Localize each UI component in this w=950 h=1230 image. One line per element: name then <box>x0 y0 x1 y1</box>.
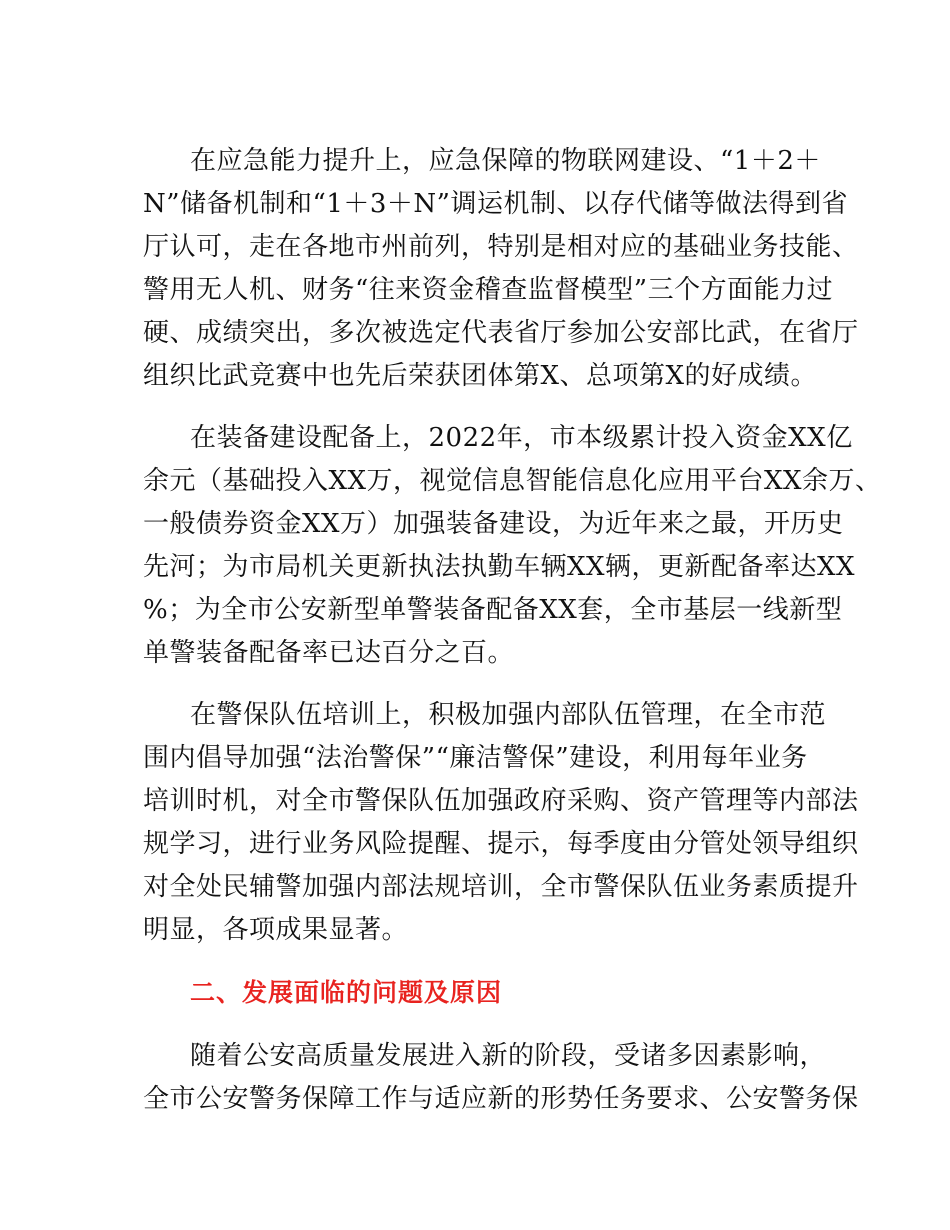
section-heading: 二、发展面临的问题及原因 <box>190 978 503 1007</box>
paragraph-line: 在装备建设配备上，2022年，市本级累计投入资金XX亿 <box>190 423 853 453</box>
paragraph-line: 硬、成绩突出，多次被选定代表省厅参加公安部比武，在省厅 <box>143 318 859 348</box>
paragraph-line: 余元（基础投入XX万，视觉信息智能信息化应用平台XX余万、 <box>143 466 882 496</box>
paragraph-line: 随着公安高质量发展进入新的阶段，受诸多因素影响， <box>190 1041 827 1071</box>
paragraph-line: 明显，各项成果显著。 <box>143 915 409 945</box>
paragraph-line: 在应急能力提升上，应急保障的物联网建设、“1＋2＋ <box>190 146 821 176</box>
paragraph-line: 围内倡导加强“法治警保”“廉洁警保”建设，利用每年业务 <box>143 743 808 773</box>
paragraph-line: 一般债券资金XX万）加强装备建设，为近年来之最，开历史 <box>143 509 844 539</box>
paragraph-line: 全市公安警务保障工作与适应新的形势任务要求、公安警务保 <box>143 1084 859 1114</box>
paragraph-line: 警用无人机、财务“往来资金稽查监督模型”三个方面能力过 <box>143 275 834 305</box>
paragraph-line: 培训时机，对全市警保队伍加强政府采购、资产管理等内部法 <box>143 786 859 816</box>
paragraph-line: 先河；为市局机关更新执法执勤车辆XX辆，更新配备率达XX <box>143 552 856 582</box>
paragraph-line: 规学习，进行业务风险提醒、提示，每季度由分管处领导组织 <box>143 829 859 859</box>
paragraph-line: N”储备机制和“1＋3＋N”调运机制、以存代储等做法得到省 <box>143 189 848 219</box>
paragraph-line: %；为全市公安新型单警装备配备XX套，全市基层一线新型 <box>143 595 843 625</box>
paragraph-line: 对全处民辅警加强内部法规培训，全市警保队伍业务素质提升 <box>143 872 859 902</box>
paragraph-line: 组织比武竞赛中也先后荣获团体第X、总项第X的好成绩。 <box>143 361 818 391</box>
paragraph-line: 厅认可，走在各地市州前列，特别是相对应的基础业务技能、 <box>143 232 859 262</box>
paragraph-line: 在警保队伍培训上，积极加强内部队伍管理，在全市范 <box>190 700 827 730</box>
paragraph-line: 单警装备配备率已达百分之百。 <box>143 638 515 668</box>
